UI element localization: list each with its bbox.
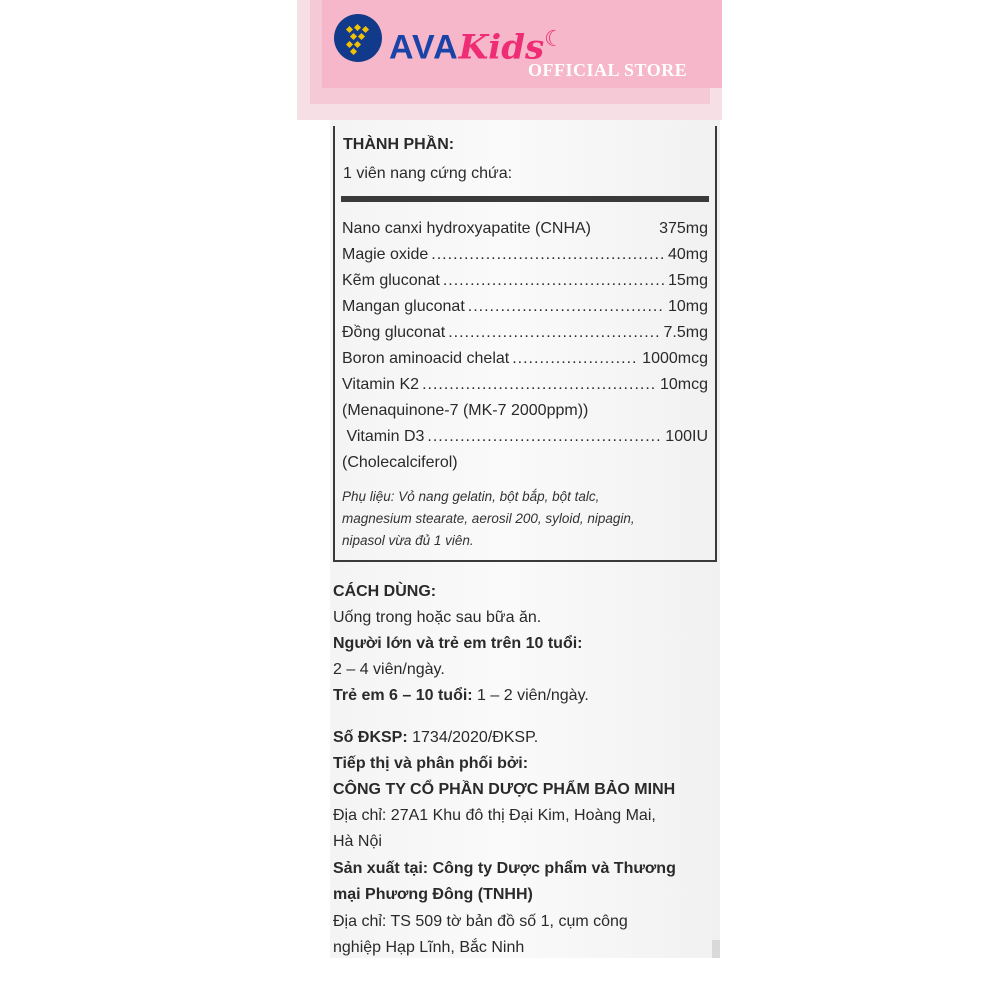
manufacturer-address: Địa chỉ: TS 509 tờ bản đồ số 1, cụm công [333,913,628,930]
ingredient-amount: 40mg [667,246,708,263]
manufacturer-address: nghiệp Hạp Lĩnh, Bắc Ninh [333,939,525,956]
ingredient-amount: 375mg [659,220,708,237]
manufacturer-line: Sản xuất tại: Công ty Dược phẩm và Thương [333,860,676,877]
ingredient-row [342,218,708,240]
ingredient-row [342,452,708,474]
ingredients-subtitle: 1 viên nang cứng chứa: [343,165,513,182]
leader-dots [422,374,657,396]
excipients-line: Phụ liệu: Vỏ nang gelatin, bột bắp, bột talc, [342,489,600,504]
moon-icon: ☾ [544,26,564,51]
distributor-name: CÔNG TY CỔ PHẦN DƯỢC PHẨM BẢO MINH [333,781,676,798]
ingredient-name: Vitamin K2 [342,376,420,393]
brand-logo [389,15,564,68]
brand-accent: Kids [458,27,545,68]
ingredient-name: Nano canxi hydroxyapatite (CNHA) [342,220,591,237]
ingredients-title: THÀNH PHẦN: [343,136,455,153]
ingredients-divider [341,196,709,202]
brand-main: AVA [389,28,459,67]
usage-title: CÁCH DÙNG: [333,583,437,600]
ingredient-name: Mangan gluconat [342,298,465,315]
registration-label: Số ĐKSP: [333,729,408,746]
ingredient-row [342,322,708,344]
manufacturer-line: mại Phương Đông (TNHH) [333,886,533,903]
child-dose-line [333,685,718,707]
child-dose: 1 – 2 viên/ngày. [472,687,589,704]
ingredient-row [342,426,708,448]
ingredient-name: (Cholecalciferol) [342,454,458,471]
ingredient-name: Kẽm gluconat [342,272,440,289]
leader-dots [431,244,665,266]
leader-dots [448,322,660,344]
ingredient-row [342,270,708,292]
excipients-line: nipasol vừa đủ 1 viên. [342,533,474,548]
excipients-line: magnesium stearate, aerosil 200, syloid, nipagin, [342,511,635,526]
ingredient-row [342,244,708,266]
ingredient-row [342,296,708,318]
distributor-label: Tiếp thị và phân phối bởi: [333,755,529,772]
adult-dose-label: Người lớn và trẻ em trên 10 tuổi: [333,635,583,652]
leader-dots [468,296,665,318]
leader-dots [512,348,639,370]
adult-dose: 2 – 4 viên/ngày. [333,661,445,678]
distributor-address: Địa chỉ: 27A1 Khu đô thị Đại Kim, Hoàng Mai, [333,807,656,824]
label-edge-shadow [712,940,720,958]
ingredient-amount: 7.5mg [663,324,708,341]
ingredient-row [342,348,708,370]
ingredient-name: Vitamin D3 [342,428,425,445]
ava-logo-icon [334,14,382,62]
registration-line [333,727,718,749]
leader-dots [427,426,662,448]
ingredient-amount: 10mcg [659,376,708,393]
ingredient-name: (Menaquinone-7 (MK-7 2000ppm)) [342,402,589,419]
ingredient-row [342,374,708,396]
ingredient-name: Magie oxide [342,246,429,263]
ingredient-name: Boron aminoacid chelat [342,350,510,367]
ingredient-amount: 100IU [665,428,708,445]
registration-number: 1734/2020/ĐKSP. [407,729,539,746]
ingredient-amount: 10mg [667,298,708,315]
ingredient-row [342,400,708,422]
distributor-address-city: Hà Nội [333,833,382,850]
ingredient-amount: 15mg [667,272,708,289]
ingredient-name: Đồng gluconat [342,324,446,341]
excipients-note [342,486,712,552]
child-dose-label: Trẻ em 6 – 10 tuổi: [333,687,473,704]
leader-dots [443,270,665,292]
ingredient-amount: 1000mcg [642,350,708,367]
usage-instruction: Uống trong hoặc sau bữa ăn. [333,609,542,626]
official-store-label: OFFICIAL STORE [528,60,688,80]
